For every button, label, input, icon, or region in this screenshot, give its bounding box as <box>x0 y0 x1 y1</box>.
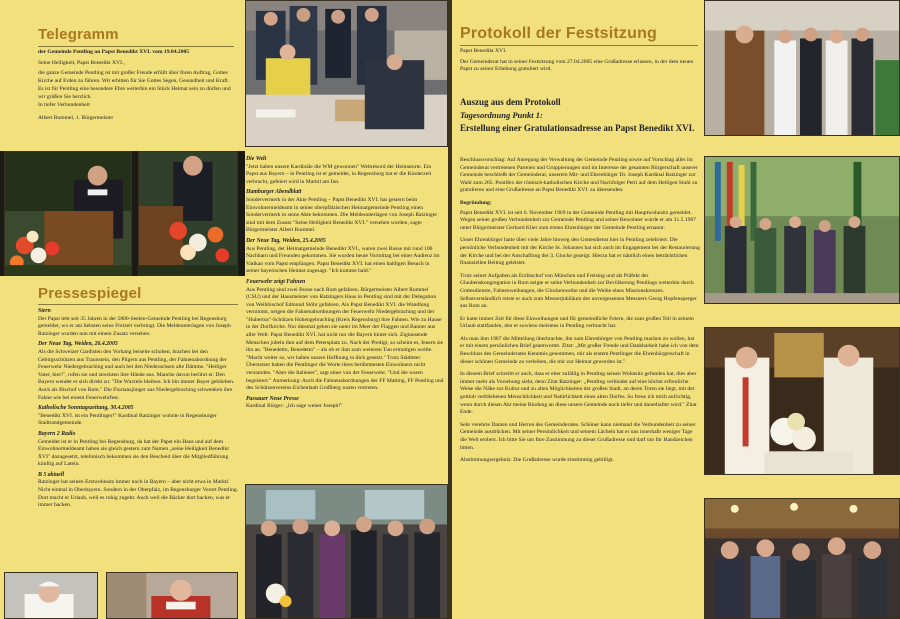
cardinal-photo <box>106 572 238 619</box>
press-head: Katholische Sonntagszeitung, 30.4.2005 <box>38 405 134 412</box>
press-head: Stern <box>38 308 51 314</box>
protokoll-begruendung-head: Begründung: <box>460 199 492 206</box>
press-text: Aus Pentling sind zwei Busse nach Rom gefahren. Bürgermeister Albert Rummel (CSU) und der Hausmeister von Ratzingers Haus in Pentling sind mit der Delegation von Weihbischof Edmund Stöhr gefahren. Als Papst Benedikt XVI. die Wandlung vernimmt, neigen die Fahnenabordnungen der Feuerwehr Niedergebraching und der "Hubertus"-Schützen Hohengebraching (Kreis Regensburg) ihre Fahnen. Wie zu Hause in der Dorfkirche. Nur diesmal gehen sie unter im Meer der Flaggen und Banner aus aller Welt. Papst Benedikt XVI. hat nicht nur die Bayern hinter sich. Zigtausende Menschen jubeln ihm auf dem Petersplatz zu. Nach der Predigt, so scheint es, feuern sie ihn an. "Benedetto, Benedetto" – als ob er ihm zum weiteren Tun ermutigen wollte. "Macht weiter so, wir haben unsere Hoffnung in dich gesetzt." Trotz Städteter Übersetzer haben die Pentlinger die Worte ihres berühmtesten Einwohners nicht verstanden. "Aber die Italiener", sagt einer von der Feuerwehr. "Und die waren begeistert." Anmerkung: Auch die Fahnenabordnungen der FF Matting, FF Pentling und des Schützenvereins Eichenlaub Großberg waren vertreten. <box>246 286 444 392</box>
press-text: "Benedikt XVI. ist ein Pentlinger!" Kardinal Ratzinger wohnte in Regensburger Stadtrandgemeinde. <box>38 412 217 427</box>
protokoll-paragraph: Als man ihm 1987 die Mitteilung überbrachte, ihn zum Ehrenbürger von Pentling machen zu wollen, hat er mit einem persönlichen Brief geantwortet. Zitat: „Mit großer Freude und Dankbarkeit habe ich von dem Beschluss des Gemeinderates Kenntnis genommen, mir als erstem Pentlinger die Ehrenbürgerschaft in dieser schönen Gemeinde zu verleihen, die mir zur Heimat geworden ist." <box>460 335 699 365</box>
protokoll-intro <box>460 48 698 77</box>
left-page <box>0 0 448 619</box>
press-head: Feuerwehr zeigt Fahnen <box>246 278 306 285</box>
press-head: Der Neue Tag, Weiden, 26.4.2005 <box>38 341 118 348</box>
press-head: Bayern 2 Radio <box>38 430 76 437</box>
protokoll-tagesordnung: Tagesordnung Punkt 1: <box>460 110 543 120</box>
pressespiegel-title: Pressespiegel <box>38 285 142 302</box>
telegram-title: Telegramm <box>38 26 119 43</box>
procession-flags-photo <box>704 156 900 304</box>
press-text: Ratzinger hat seinen Erstwohnsitz immer noch in Bayern – aber nicht etwa in Marktl. Nicht einmal in Oberbayern. Sondern in der Oberpfalz, im Regensburger Vorort Pentling. Dort macht er Urlaub, weil es ruhig zugeht. Auch weil die Bäcker dort backen, was er immer backen. <box>38 479 239 509</box>
press-item <box>38 472 239 510</box>
protokoll-paragraph: Papst Benedikt XVI. ist seit 6. November 1969 in der Gemeinde Pentling mit Hauptwohnsitz gemeldet. Wegen seiner großen Verbundenheit zur Gemeinde Pentling und seiner Bewohner wurde er am 31.5.1987 unter Bürgermeister Gerhard Klier zum ersten Ehrenbürger der Gemeinde Pentling ernannt. <box>460 209 697 231</box>
press-head: Hamburger Abendblatt <box>246 189 302 196</box>
speaker-flowers-photo <box>138 151 238 276</box>
protokoll-rule <box>460 45 698 46</box>
telegram-rule <box>38 46 234 47</box>
press-item <box>38 405 239 428</box>
press-item <box>38 431 239 469</box>
reception-group-photo <box>245 484 448 619</box>
press-text: Gemeldet ist er in Pentling bei Regensburg, da hat der Papst ein Haus und auf dem Einwohnermeldeamt haben sie gleich gestern zum Namen „seine Heiligkeit Benedikt XVI" dazugesetzt, telefonisch bekommen sie den Bescheid über die Mitgliedführung künftig auf Latein. <box>38 438 229 468</box>
press-column-2 <box>246 156 444 414</box>
protokoll-title: Protokoll der Festsitzung <box>460 25 658 42</box>
mayor-speech-photo <box>4 151 132 276</box>
press-head: Die Welt <box>246 156 267 162</box>
protokoll-item-header <box>460 97 700 142</box>
protokoll-paragraph: In diesem Brief schreibt er auch, dass er eher zufällig in Pentling seinen Wohnsitz gefunden hat, dies aber immer mehr als Vorsehung sieht, denn Zitat Ratzinger: „Pentling verbindet auf eine höchst erfreuliche Weise die Nähe zur Kultur und zu allen Möglichkeiten der großen Stadt, an deren Toren sie liegt, mit der gottlob verbliebenen Menschlichkeit und Natürlichkeit eines alten Dorfes. So freue ich mich aufrichtig, wenn durch diesen Akt meine Bindung an diese unsere Gemeinde noch tiefer und dauerhafter wird." Zitat Ende. <box>460 371 697 416</box>
church-mass-photo <box>704 327 900 475</box>
press-text: Aus Pentling, der Heimatgemeinde Benedikt XVI., waren zwei Busse mit rund 100 Nachbarn und Freunden gekommen. Sie wurden heute Vormittag bei einer Audienz im Vatikan vom Papst empfangen. Papst Benedikt XVI. hat einen baldigen Besuch in seiner bayerischen Heimat zugesagt. "Ich komme bald." <box>246 245 440 275</box>
press-head: Der Neue Tag, Weiden, 25.4.2005 <box>246 237 326 244</box>
press-item <box>246 396 444 411</box>
press-item <box>246 189 444 235</box>
telegram-signature: Albert Rummel, 1. Bürgermeister <box>38 115 114 122</box>
protokoll-paragraph: Unser Ehrenbürger hatte über viele Jahre hinweg den Gottesdienst hier in Pentling zelebriert. Die persönliche Verbundenheit mit der Kirche St. Johannes hat sich auch im Engagement bei der Restaurierung der Kirche und bei der Anschaffung der 3. Glocke gezeigt. Hierzu hat er nämlich einen beträchtlichen finanziellen Beitrag geleistet. <box>460 237 700 267</box>
press-head: B 5 aktuell <box>38 471 65 478</box>
protokoll-item-title: Erstellung einer Gratulationsadresse an Papst Benedikt XVI. <box>460 123 695 133</box>
protokoll-paragraph: Er hatte immer Zeit für diese Einweihungen und für gemeindliche Feiern, die zum großen Teil in seinem Urlaub stattfanden, den er sowieso meistens in Pentling verbracht hat. <box>460 315 694 330</box>
protokoll-auszug: Auszug aus dem Protokoll <box>460 97 561 107</box>
protokoll-vote: Abstimmungsergebnis: Die Grußadresse wurde einstimmig gebilligt. <box>460 457 615 464</box>
telegram-closing: In tiefer Verbundenheit <box>38 101 90 108</box>
telegram-block <box>38 49 238 126</box>
press-text: Der Papst lebt seit 35 Jahren in der 5800-Seelen-Gemeinde Pentling bei Regensburg gemeldet, wo er am liebsten seine Freizeit verbringt. Die Meldeunterlagen von Joseph Ratzinger wurden nun mit einem Zusatz versehen. <box>38 315 231 337</box>
press-item <box>246 279 444 393</box>
press-item <box>246 156 444 186</box>
press-text: "Jetzt haben unsere Kardinäle die WM gewonnen" Weltrekord der Heimatorte. Ein Papst aus Bayern – in Pentling ist er gemeldet, in Regensburg hat er die Kinderzeit verbracht, gefeiert wird in Marktl am Inn. <box>246 163 432 185</box>
protokoll-line1: Papst Benedikt XVI. <box>460 48 507 54</box>
right-page <box>452 0 900 619</box>
audience-hall-photo <box>704 498 900 619</box>
telegram-body1: die ganze Gemeinde Pentling ist mit großer Freude erfüllt über Ihren Auftrag, Gottes Kirche auf Erden zu führen. Wir erbitten für Sie Gottes Segen, Gesundheit und Kraft. <box>38 70 230 84</box>
press-text: Kardinal Bürger: „Ich sage weiter Joseph!" <box>246 403 343 410</box>
press-column-1 <box>38 308 239 513</box>
registration-desk-photo <box>245 0 448 147</box>
pressespiegel-rule <box>38 304 238 305</box>
press-text: Sondervermerk in der Akte Pentling – Papst Benedikt XVI. hat gestern beim Einwohnermeldeamt in seiner oberpfälzischen Heimatgemeinde Pentling einen Sondervermerk in seine Akte bekommen. Die Meldeunterlagen von Joseph Ratzinger sind mit dem Zusatz "Seine Heiligkeit Benedikt XVI." versehen worden, sagte Bürgermeister Albert Rummel. <box>246 196 438 234</box>
telegram-salutation: Seine Heiligkeit, Papst Benedikt XVI., <box>38 59 125 66</box>
protokoll-body <box>460 157 700 468</box>
press-head: Passauer Neue Presse <box>246 395 299 402</box>
telegram-body2: Es ist für Pentling eine besondere Ehre weiterhin ein Stück Heimat sein zu dürfen und wir grüßen Sie herzlich. <box>38 86 231 100</box>
pope-photo <box>4 572 98 619</box>
protokoll-line2: Der Gemeinderat hat in seiner Festsitzung vom 27.04.2005 eine Grußadresse erlassen, in der dem neuen Papst zu seiner Erhebung gratuliert wird. <box>460 58 694 73</box>
protokoll-beschluss: Beschlussvorschlag: Auf Anregung der Verwaltung der Gemeinde Pentling sowie auf Vorschlag aller im Gemeinderat vertretenen Parteien und Gruppierungen und im Interesse der gesamten Bürgerschaft unserer Gemeinde beschließt der Gemeinderat, unserem Mit- und Ehrenbürger Dr. Joseph Kardinal Ratzinger zur Wahl zum 265. Pontifex der römisch-katholischen Kirche und Nachfolger Petri auf dem Heiligen Stuhl zu gratulieren und eine Grußadresse an Papst Benedikt XVI. zu übersenden. <box>460 157 698 194</box>
singers-hall-photo <box>704 0 900 136</box>
press-item <box>38 341 239 402</box>
protokoll-paragraph: Trotz seiner Aufgaben als Erzbischof von München und Freising und als Präfekt der Glaubenskongregation in Rom zeigte er seine Verbundenheit zur Bevölkerung Pentlings weiterhin durch Gottesdienste, Fahnenweihungen, die Glockenweihe und die Weihe eines Missionskreuzes. Selbstverständlich reiste er auch zum Mesnerjubiläum des unvergessenen Messners Georg Hopfensperger aus Rom an. <box>460 272 697 310</box>
press-item <box>38 308 239 338</box>
press-text: Als die Schweizer Gardisten den Vorhang beiseite schoben, brachen bei den Gebirgsschützen aus Traunstein, den Pilgern aus Pentling, der Fahnenabordnung der Feuerwehr Niedergebraching und auch bei den Niederachsen alle Dämme. "Heiliger Vater, hier!", rufen sie und streckten ihre Hände aus. Manche davon berührt er. Den Bayern wendet er sich direkt zu: "Die Wurzeln bleiben. Ich bin immer Bayer geblieben. Auch als Bischof von Rom." Die Floriansjünger aus Niedergebraching schwenken ihre Fahne wie bei einem Feuerwehrfest. <box>38 348 235 401</box>
protokoll-paragraph: Sehr verehrte Damen und Herren des Gemeinderates. Schöner kann niemand die Verbundenheit zu seiner Gemeinde ausdrücken. Mit seiner Persönlichkeit und seinem Lächeln hat er uns innerhalb weniger Tage die Welt erobert. Ich bitte Sie um Ihre Zustimmung zu dieser Grußadresse und darf um Ihr Handzeichen bitten. <box>460 421 696 451</box>
telegram-subtitle: der Gemeinde Pentling an Papst Benedikt XVI. vom 19.04.2005 <box>38 49 190 55</box>
press-item <box>246 238 444 276</box>
